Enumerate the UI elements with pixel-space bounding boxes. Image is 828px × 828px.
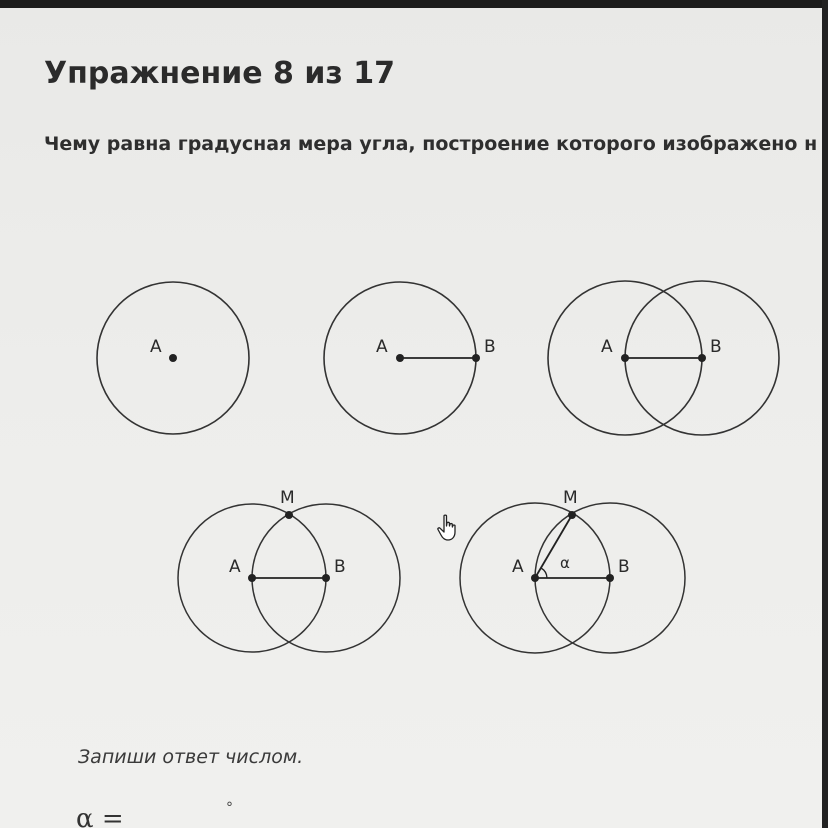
point-b xyxy=(322,574,330,582)
label-a: A xyxy=(376,337,388,357)
figure-step-3 xyxy=(548,281,779,435)
label-a: A xyxy=(150,337,162,357)
point-a xyxy=(531,574,539,582)
label-m: M xyxy=(280,488,295,508)
exercise-title: Упражнение 8 из 17 xyxy=(44,56,396,91)
degree-symbol: ° xyxy=(226,800,233,816)
figure-step-5 xyxy=(460,488,685,653)
point-a xyxy=(621,354,629,362)
label-a: A xyxy=(512,557,524,577)
point-b xyxy=(606,574,614,582)
point-a xyxy=(396,354,404,362)
label-a: A xyxy=(601,337,613,357)
point-a xyxy=(248,574,256,582)
label-m: M xyxy=(563,488,578,508)
label-b: B xyxy=(334,557,346,577)
point-m xyxy=(568,511,576,519)
answer-input[interactable] xyxy=(140,806,224,828)
figure-step-4 xyxy=(178,488,400,652)
answer-variable-label: α = xyxy=(76,804,124,828)
point-b xyxy=(698,354,706,362)
question-text: Чему равна градусная мера угла, построение которого изображено н xyxy=(44,133,818,155)
point-m xyxy=(285,511,293,519)
figure-step-2 xyxy=(324,282,496,434)
label-b: B xyxy=(710,337,722,357)
point-b xyxy=(472,354,480,362)
figure-step-1 xyxy=(97,282,249,434)
label-a: A xyxy=(229,557,241,577)
label-b: B xyxy=(618,557,630,577)
label-alpha: α xyxy=(560,554,570,572)
angle-alpha-arc xyxy=(541,568,547,578)
hand-pointer-icon xyxy=(436,514,458,542)
label-b: B xyxy=(484,337,496,357)
answer-instruction: Запиши ответ числом. xyxy=(78,746,304,768)
point-a xyxy=(169,354,177,362)
